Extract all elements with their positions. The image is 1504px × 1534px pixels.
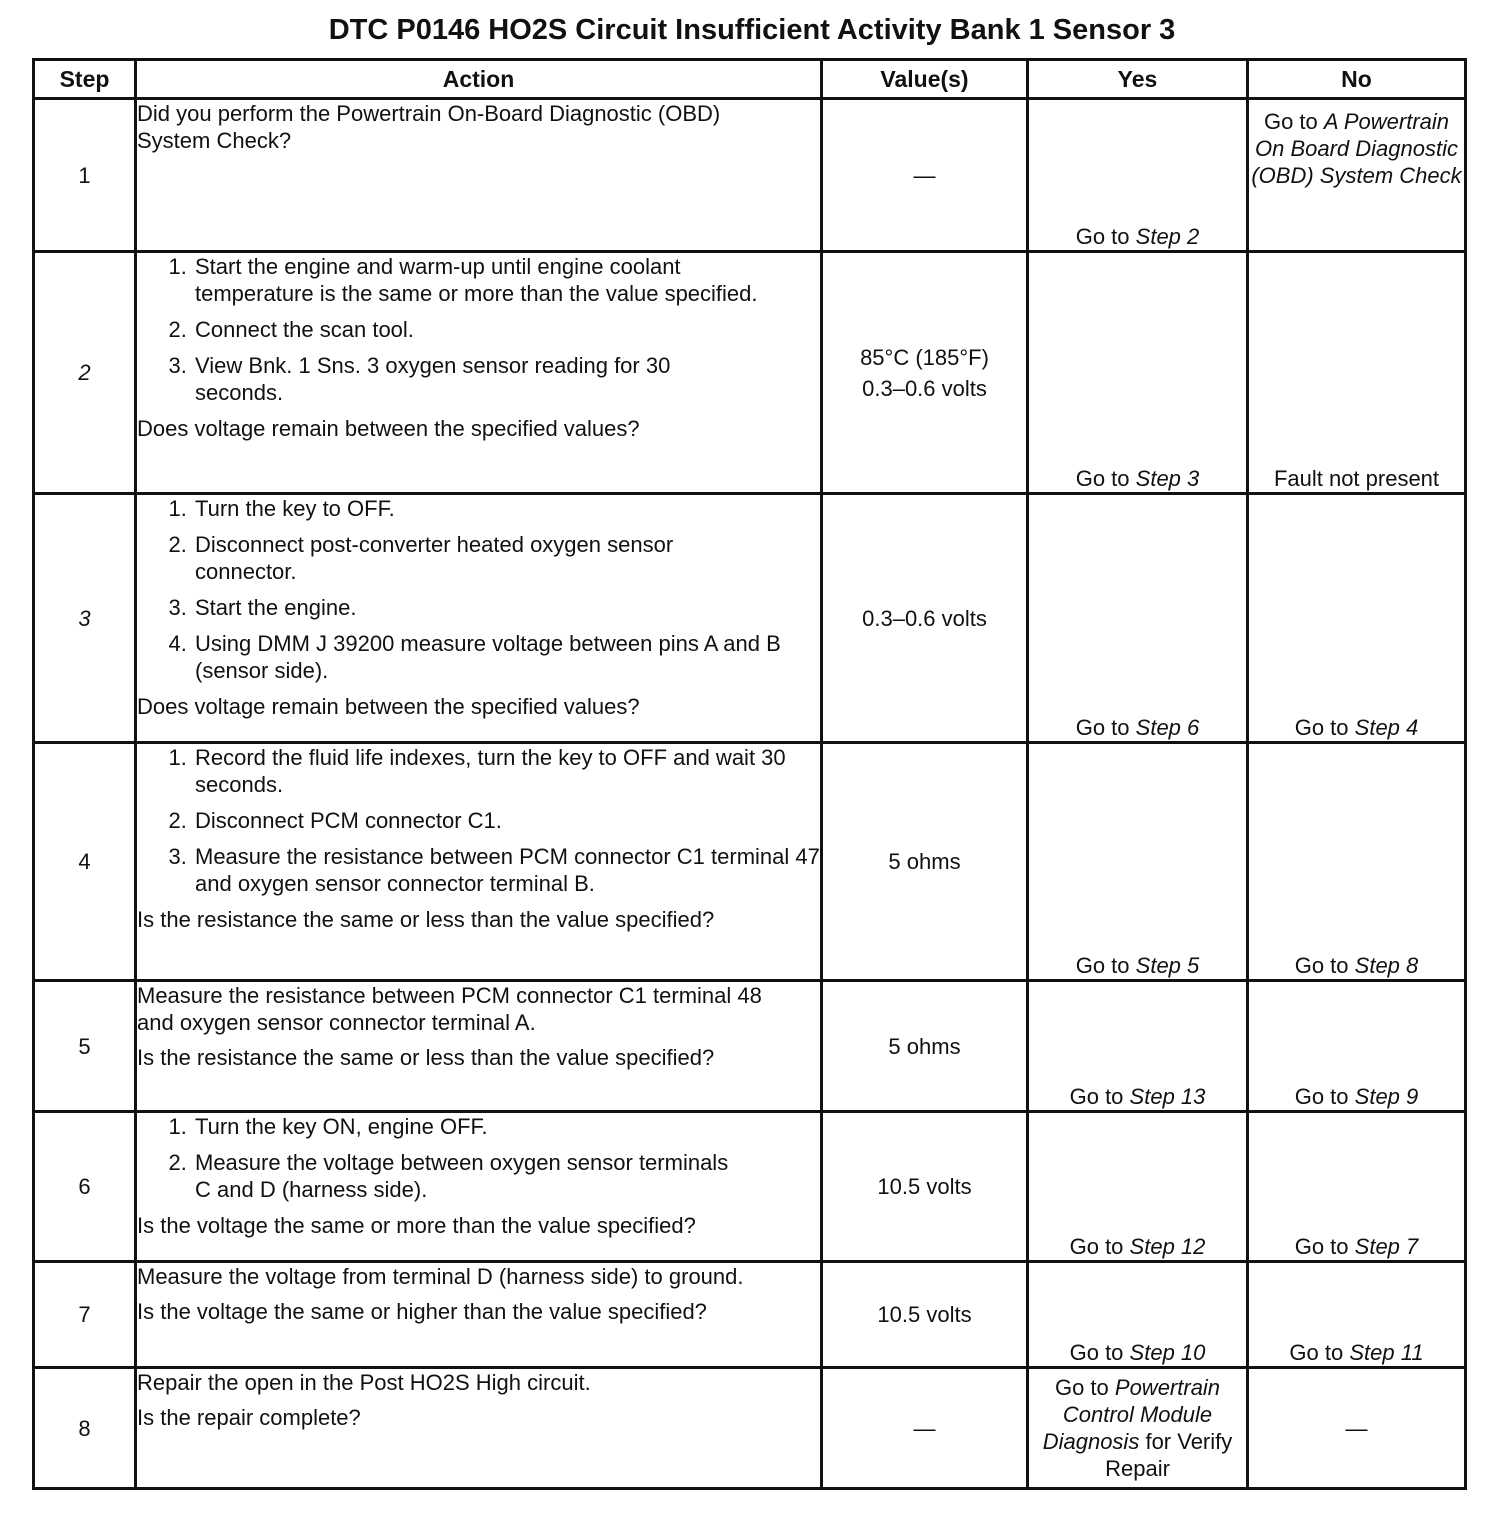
no-ref: Step 8 xyxy=(1354,953,1419,978)
value-text: — xyxy=(913,1415,936,1441)
no-text: — xyxy=(1345,1415,1368,1441)
table-row xyxy=(34,743,1466,981)
no-ref: Step 11 xyxy=(1349,1340,1424,1365)
yes-prefix: Go to xyxy=(1075,715,1130,740)
value-text: 5 ohms xyxy=(888,1033,961,1059)
yes-prefix: Go to xyxy=(1054,1375,1109,1400)
action-text: Measure the resistance between PCM connector C1 terminal 48 and oxygen sensor connector terminal A. xyxy=(137,983,762,1035)
table-row xyxy=(34,252,1466,494)
yes-ref: Powertrain Control Module Diagnosis xyxy=(1042,1375,1221,1454)
action-cell xyxy=(136,1368,822,1489)
yes-cell xyxy=(1028,1112,1248,1262)
table-row xyxy=(34,1368,1466,1489)
action-steps xyxy=(137,495,820,684)
no-ref: Step 4 xyxy=(1354,715,1419,740)
action-question: Is the repair complete? xyxy=(137,1405,361,1430)
no-cell xyxy=(1248,1368,1466,1489)
value-text: 5 ohms xyxy=(888,849,961,874)
yes-ref: Step 13 xyxy=(1129,1084,1206,1109)
action-cell xyxy=(136,1262,822,1368)
yes-ref: Step 10 xyxy=(1129,1340,1206,1365)
action-question: Is the resistance the same or less than the value specified? xyxy=(137,1045,715,1070)
header-yes: Yes xyxy=(1028,60,1248,99)
no-cell xyxy=(1248,99,1466,252)
action-step-item: 3. View Bnk. 1 Sns. 3 oxygen sensor reading for 30 seconds. xyxy=(193,352,820,406)
no-ref: Step 9 xyxy=(1354,1084,1419,1109)
value-cell xyxy=(822,252,1028,494)
yes-prefix: Go to xyxy=(1075,224,1130,249)
yes-cell xyxy=(1028,981,1248,1112)
action-step-item: 2. Disconnect post-converter heated oxygen sensor connector. xyxy=(193,531,820,585)
action-steps xyxy=(137,1113,820,1203)
no-cell xyxy=(1248,494,1466,743)
value-text: 85°C (185°F) xyxy=(860,344,989,370)
action-cell xyxy=(136,981,822,1112)
action-step-item: 1. Start the engine and warm-up until engine coolant temperature is the same or more than the value specified. xyxy=(193,253,820,307)
yes-cell xyxy=(1028,1368,1248,1489)
no-prefix: Go to xyxy=(1263,109,1318,134)
no-prefix: Go to xyxy=(1294,1234,1349,1259)
no-prefix: Go to xyxy=(1294,1084,1349,1109)
yes-ref: Step 6 xyxy=(1135,715,1200,740)
no-cell xyxy=(1248,981,1466,1112)
value-cell xyxy=(822,981,1028,1112)
action-step-item: 1. Record the fluid life indexes, turn the key to OFF and wait 30 seconds. xyxy=(193,744,820,798)
yes-ref: Step 5 xyxy=(1135,953,1200,978)
yes-ref: Step 12 xyxy=(1129,1234,1206,1259)
header-action: Action xyxy=(136,60,822,99)
no-cell xyxy=(1248,252,1466,494)
action-step-item: 1. Turn the key ON, engine OFF. xyxy=(193,1113,820,1140)
action-question: Is the voltage the same or higher than the value specified? xyxy=(137,1299,707,1324)
no-prefix: Go to xyxy=(1294,715,1349,740)
action-steps xyxy=(137,744,820,897)
yes-prefix: Go to xyxy=(1075,466,1130,491)
action-question: Does voltage remain between the specified values? xyxy=(137,416,640,441)
action-step-item: 1. Turn the key to OFF. xyxy=(193,495,820,522)
yes-prefix: Go to xyxy=(1069,1234,1124,1259)
value-text: 0.3–0.6 volts xyxy=(862,375,987,401)
step-number: 4 xyxy=(34,743,136,981)
header-no: No xyxy=(1248,60,1466,99)
action-cell xyxy=(136,99,822,252)
step-number: 2 xyxy=(34,252,136,494)
action-step-item: 3. Measure the resistance between PCM connector C1 terminal 47 and oxygen sensor connector terminal B. xyxy=(193,843,820,897)
document-title: DTC P0146 HO2S Circuit Insufficient Activity Bank 1 Sensor 3 xyxy=(328,14,1176,46)
action-text: Did you perform the Powertrain On-Board Diagnostic (OBD) System Check? xyxy=(137,101,721,153)
value-text: 10.5 volts xyxy=(877,1174,972,1199)
table-header-row xyxy=(34,60,1466,99)
value-cell xyxy=(822,1112,1028,1262)
table-row xyxy=(34,99,1466,252)
no-cell xyxy=(1248,743,1466,981)
action-step-item: 2. Measure the voltage between oxygen sensor terminals C and D (harness side). xyxy=(193,1149,820,1203)
yes-prefix: Go to xyxy=(1075,953,1130,978)
step-number: 7 xyxy=(34,1262,136,1368)
step-number: 1 xyxy=(34,99,136,252)
yes-prefix: Go to xyxy=(1069,1340,1124,1365)
value-cell xyxy=(822,1368,1028,1489)
yes-cell xyxy=(1028,1262,1248,1368)
action-step-item: 3. Start the engine. xyxy=(193,594,820,621)
yes-cell xyxy=(1028,252,1248,494)
action-question: Does voltage remain between the specified values? xyxy=(137,694,640,719)
diagnostic-table xyxy=(32,58,1467,1490)
no-text: Fault not present xyxy=(1273,466,1440,491)
action-cell xyxy=(136,252,822,494)
value-text: — xyxy=(913,162,936,188)
yes-cell xyxy=(1028,743,1248,981)
yes-cell xyxy=(1028,494,1248,743)
step-number: 5 xyxy=(34,981,136,1112)
value-text: 0.3–0.6 volts xyxy=(862,605,987,631)
action-text: Repair the open in the Post HO2S High circuit. xyxy=(137,1370,591,1395)
no-cell xyxy=(1248,1262,1466,1368)
action-cell xyxy=(136,494,822,743)
action-question: Is the voltage the same or more than the value specified? xyxy=(137,1213,696,1238)
no-ref: A Powertrain On Board Diagnostic (OBD) System Check xyxy=(1251,109,1462,188)
value-cell xyxy=(822,494,1028,743)
no-prefix: Go to xyxy=(1289,1340,1344,1365)
yes-prefix: Go to xyxy=(1069,1084,1124,1109)
table-row xyxy=(34,1112,1466,1262)
table-row xyxy=(34,494,1466,743)
no-cell xyxy=(1248,1112,1466,1262)
action-step-item: 2. Connect the scan tool. xyxy=(193,316,820,343)
action-cell xyxy=(136,743,822,981)
action-question: Is the resistance the same or less than the value specified? xyxy=(137,907,715,932)
value-cell xyxy=(822,99,1028,252)
value-text: 10.5 volts xyxy=(877,1302,972,1327)
step-number: 3 xyxy=(34,494,136,743)
yes-cell xyxy=(1028,99,1248,252)
action-cell xyxy=(136,1112,822,1262)
action-text: Measure the voltage from terminal D (harness side) to ground. xyxy=(137,1264,744,1289)
table-row xyxy=(34,981,1466,1112)
value-cell xyxy=(822,743,1028,981)
value-cell xyxy=(822,1262,1028,1368)
yes-ref: Step 3 xyxy=(1135,466,1200,491)
step-number: 6 xyxy=(34,1112,136,1262)
action-step-item: 4. Using DMM J 39200 measure voltage between pins A and B (sensor side). xyxy=(193,630,820,684)
table-row xyxy=(34,1262,1466,1368)
header-step: Step xyxy=(34,60,136,99)
step-number: 8 xyxy=(34,1368,136,1489)
action-steps xyxy=(137,253,820,406)
no-prefix: Go to xyxy=(1294,953,1349,978)
action-step-item: 2. Disconnect PCM connector C1. xyxy=(193,807,820,834)
header-values: Value(s) xyxy=(822,60,1028,99)
no-ref: Step 7 xyxy=(1354,1234,1419,1259)
yes-suffix: for Verify Repair xyxy=(1105,1429,1233,1481)
yes-ref: Step 2 xyxy=(1135,224,1200,249)
